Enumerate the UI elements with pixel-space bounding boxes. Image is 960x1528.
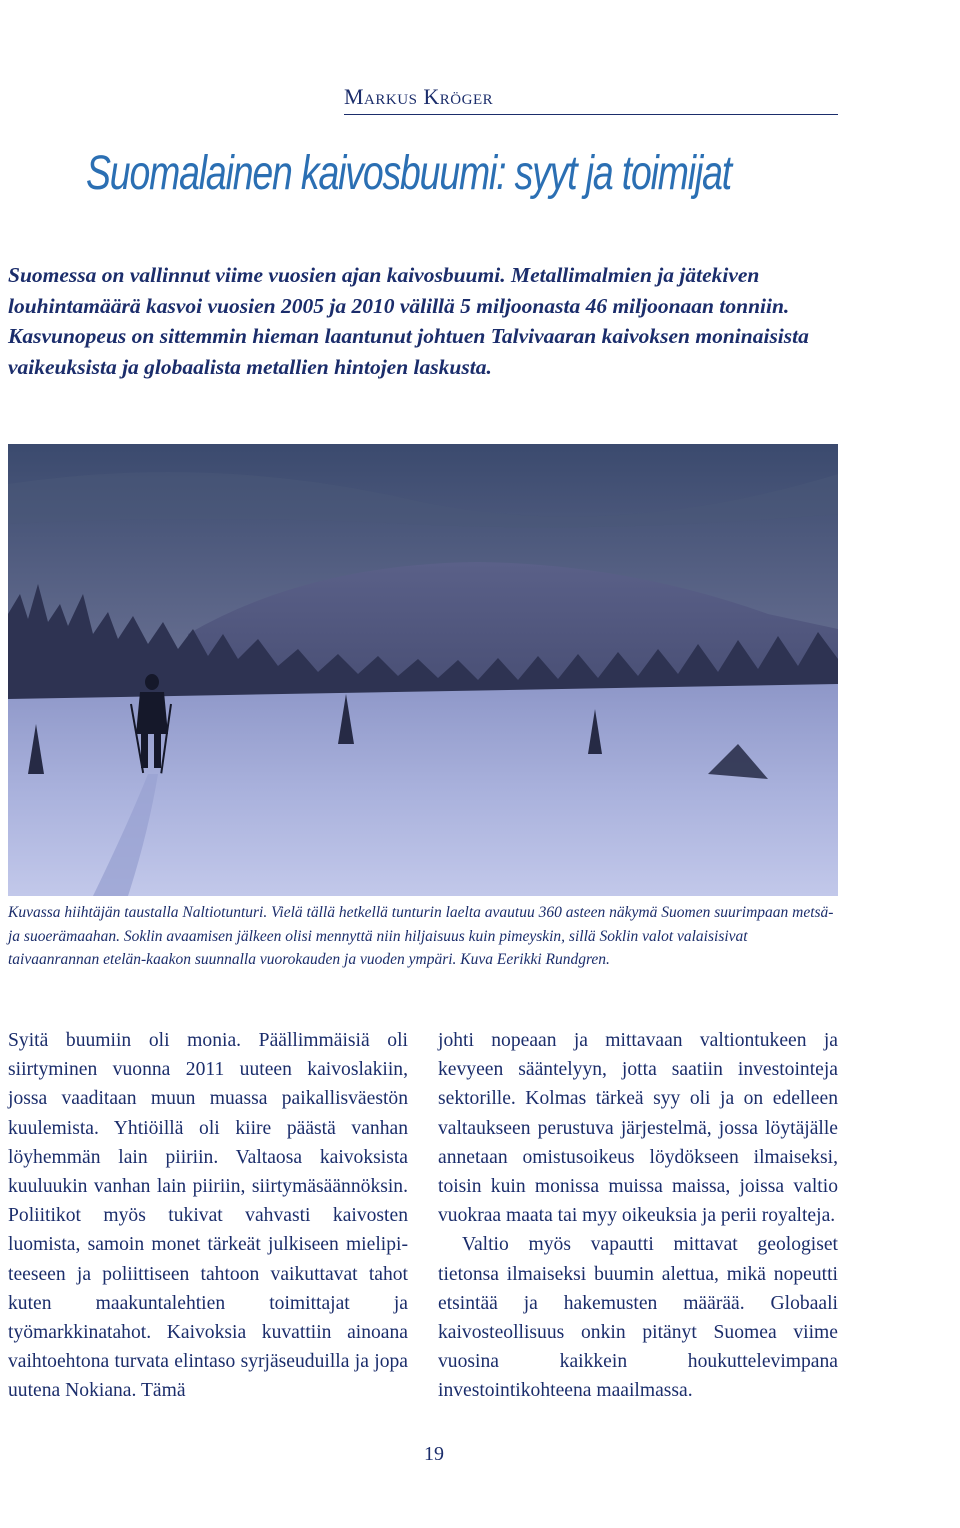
- body-paragraph: Syitä buumiin oli monia. Päällimmäisiä oli siirtyminen vuonna 2011 uuteen kaivoslakiin, jossa vaaditaan muun muassa paikallisväestön kuulemista. Yhtiöillä oli kiire päästä vanhan löyhemmän lain piiriin. Valtaosa kaivoksista kuuluukin vanhan lain piiriin, siirtymäsäännöksin. Poliitikot myös tukivat vahvasti kaivosten luomista, samoin monet tärkeät julkiseen mielipiteeseen ja poliittiseen tahtoon vaikuttavat tahot kuten maakuntalehtien toimittajat ja työmarkkinatahot. Kaivoksia kuvattiin ainoana vaihtoehtona turvata elintaso syrjäseuduilla ja jopa uutena Nokiana. Tämä: [8, 1030, 408, 1402]
- header-rule: [344, 114, 838, 115]
- body-column-right: [438, 1026, 838, 1406]
- page-number: 19: [424, 1443, 444, 1465]
- lead-paragraph: Suomessa on vallinnut viime vuosien ajan kaivosbuumi. Metallimalmien ja jätekiven louhintamäärä kasvoi vuosien 2005 ja 2010 välillä 5 miljoonasta 46 miljoonaan tonniin. Kasvunopeus on sittemmin hieman laantunut johtuen Talvivaaran kaivoksen moninaisista vaikeuksista ja globaalista metallien hintojen laskusta.: [8, 263, 809, 379]
- photo-caption: Kuvassa hiihtäjän taustalla Naltiotunturi. Vielä tällä hetkellä tunturin laelta avautuu 360 asteen näkymä Suomen suurimpaan metsä- ja suoerämaahan. Soklin avaamisen jälkeen olisi mennyttä niin hiljaisuus kuin pimeyskin, sillä Soklin valot valaisisivat taivaanrannan etelän-kaakon suunnalla vuorokauden ja vuoden ympäri. Kuva Eerikki Rundgren.: [8, 904, 834, 968]
- winter-landscape-photo: [8, 444, 838, 896]
- article-title: Suomalainen kaivosbuumi: syyt ja toimijat: [86, 147, 731, 200]
- body-paragraph: Valtio myös vapautti mittavat geologiset tietonsa ilmaiseksi buumin alettua, mikä nopeutti etsintää ja hakemusten määrää. Globaali kaivosteollisuus onkin pitänyt Suomea viime vuosina kaikkein houkuttelevimpana investointikohteena maailmassa.: [438, 1234, 838, 1402]
- author-name: Markus Kröger: [344, 84, 494, 109]
- body-paragraph: johti nopeaan ja mittavaan valtiontukeen ja kevyeen sääntelyyn, jotta saatiin investointeja sektorille. Kolmas tärkeä syy oli ja on edelleen valtaukseen perustuva järjestelmä, jossa löytäjälle annetaan omistusoikeus löydökseen ilmaiseksi, toisin kuin monissa muissa maissa, joissa valtio vuokraa maata tai myy oikeuksia ja perii royalteja.: [438, 1030, 838, 1227]
- body-column-left: [8, 1026, 408, 1406]
